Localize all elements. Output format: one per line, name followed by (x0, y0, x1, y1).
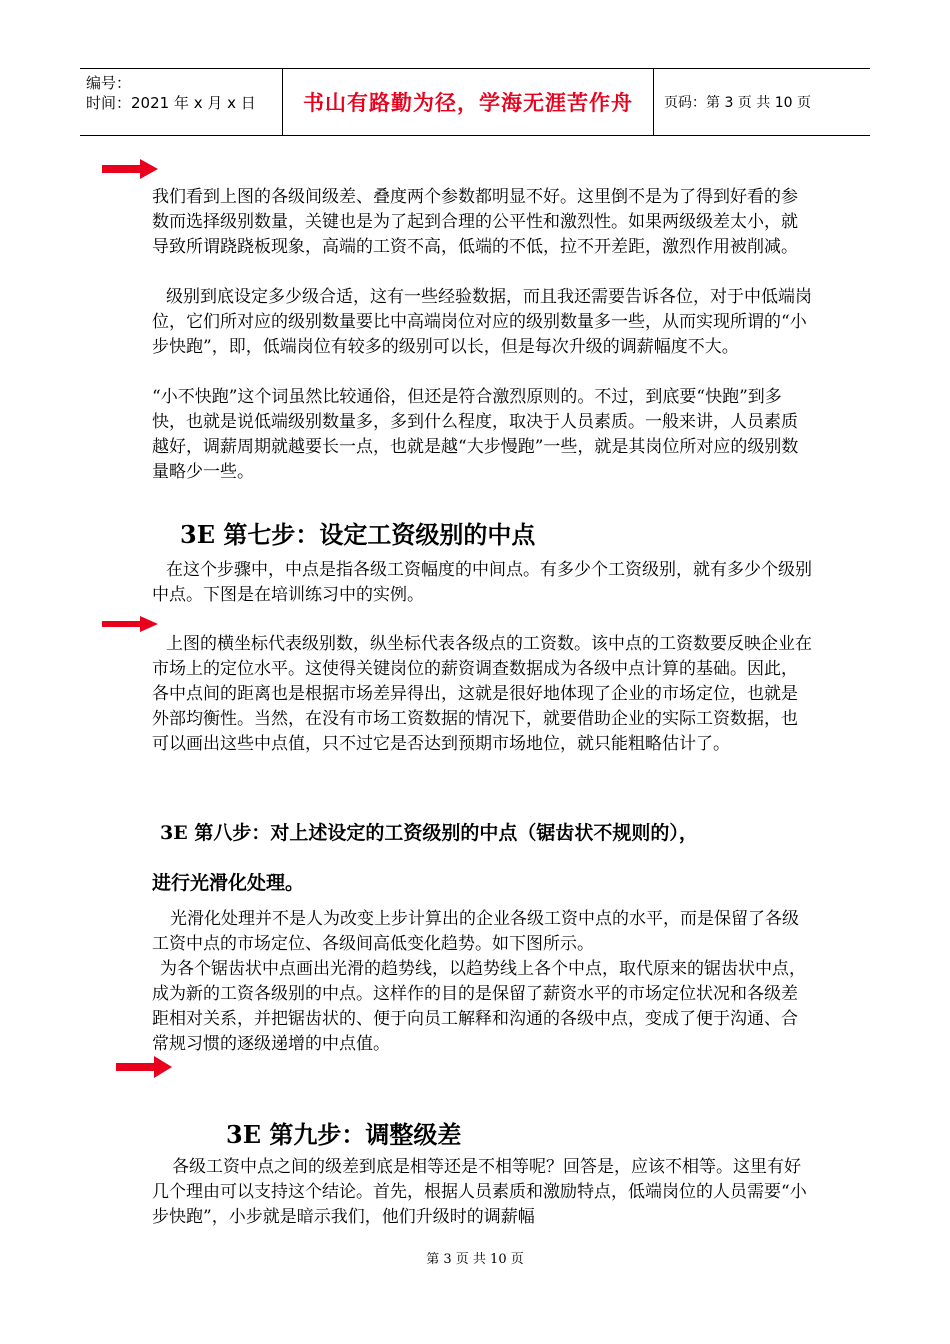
paragraph-5: 上图的横坐标代表级别数，纵坐标代表各级点的工资数。该中点的工资数要反映企业在市场上的定位水平。这使得关键岗位的薪资调查数据成为各级中点计算的基础。因此，各中点间的距离也是根据市场差异得出，这就是很好地体现了企业的市场定位，也就是外部均衡性。当然，在没有市场工资数据的情况下，就要借助企业的实际工资数据，也可以画出这些中点值，只不过它是否达到预期市场地位，就只能粗略估计了。 (152, 634, 812, 754)
paragraph-8: 各级工资中点之间的级差到底是相等还是不相等呢？回答是，应该不相等。这里有好几个理由可以支持这个结论。首先，根据人员素质和激励特点，低端岗位的人员需要“小步快跑”，小步就是暗示我们，他们升级时的调薪幅 (152, 1157, 807, 1227)
document-date: 时间：2021 年 x 月 x 日 (86, 94, 256, 112)
header-page-number: 页码：第 3 页 共 10 页 (664, 95, 811, 111)
paragraph-6: 光滑化处理并不是人为改变上步计算出的企业各级工资中点的水平，而是保留了各级工资中点的市场定位、各级间高低变化趋势。如下图所示。 (152, 909, 799, 954)
heading-step-9: 3E 第九步：调整级差 (226, 1120, 462, 1149)
header-motto-cell (282, 69, 654, 135)
heading-step-8-line-1: 3E 第八步：对上述设定的工资级别的中点（锯齿状不规则的）， (160, 822, 698, 844)
paragraph-1: 我们看到上图的各级间级差、叠度两个参数都明显不好。这里倒不是为了得到好看的参数而选择级别数量，关键也是为了起到合理的公平性和激烈性。如果两级级差太小，就导致所谓跷跷板现象，高端的工资不高，低端的不低，拉不开差距，激烈作用被削减。 (152, 187, 798, 257)
motto: 书山有路勤为径，学海无涯苦作舟 (303, 91, 633, 115)
header-meta (80, 69, 282, 135)
page-header (80, 68, 870, 136)
arrow-right-icon (100, 158, 160, 180)
paragraph-4: 在这个步骤中，中点是指各级工资幅度的中间点。有多少个工资级别，就有多少个级别中点。下图是在培训练习中的实例。 (152, 560, 812, 605)
page-footer: 第 3 页 共 10 页 (426, 1252, 524, 1267)
header-page-cell (654, 69, 870, 135)
arrow-right-icon (114, 1055, 174, 1079)
paragraph-3: “小不快跑”这个词虽然比较通俗，但还是符合激烈原则的。不过，到底要“快跑”到多快，也就是说低端级别数量多，多到什么程度，取决于人员素质。一般来讲，人员素质越好，调薪周期就越要长一点，也就是越“大步慢跑”一些，就是其岗位所对应的级别数量略少一些。 (152, 387, 799, 482)
paragraph-2: 级别到底设定多少级合适，这有一些经验数据，而且我还需要告诉各位，对于中低端岗位，它们所对应的级别数量要比中高端岗位对应的级别数量多一些，从而实现所谓的“小步快跑”，即，低端岗位有较多的级别可以长，但是每次升级的调薪幅度不大。 (152, 287, 812, 357)
document-number: 编号： (86, 74, 132, 92)
arrow-right-icon (100, 615, 160, 633)
paragraph-7: 为各个锯齿状中点画出光滑的趋势线，以趋势线上各个中点，取代原来的锯齿状中点，成为新的工资各级别的中点。这样作的目的是保留了薪资水平的市场定位状况和各级差距相对关系，并把锯齿状的、便于向员工解释和沟通的各级中点，变成了便于沟通、合常规习惯的逐级递增的中点值。 (152, 959, 806, 1054)
heading-step-7: 3E 第七步：设定工资级别的中点 (180, 520, 536, 549)
heading-step-8-line-2: 进行光滑化处理。 (152, 872, 305, 894)
